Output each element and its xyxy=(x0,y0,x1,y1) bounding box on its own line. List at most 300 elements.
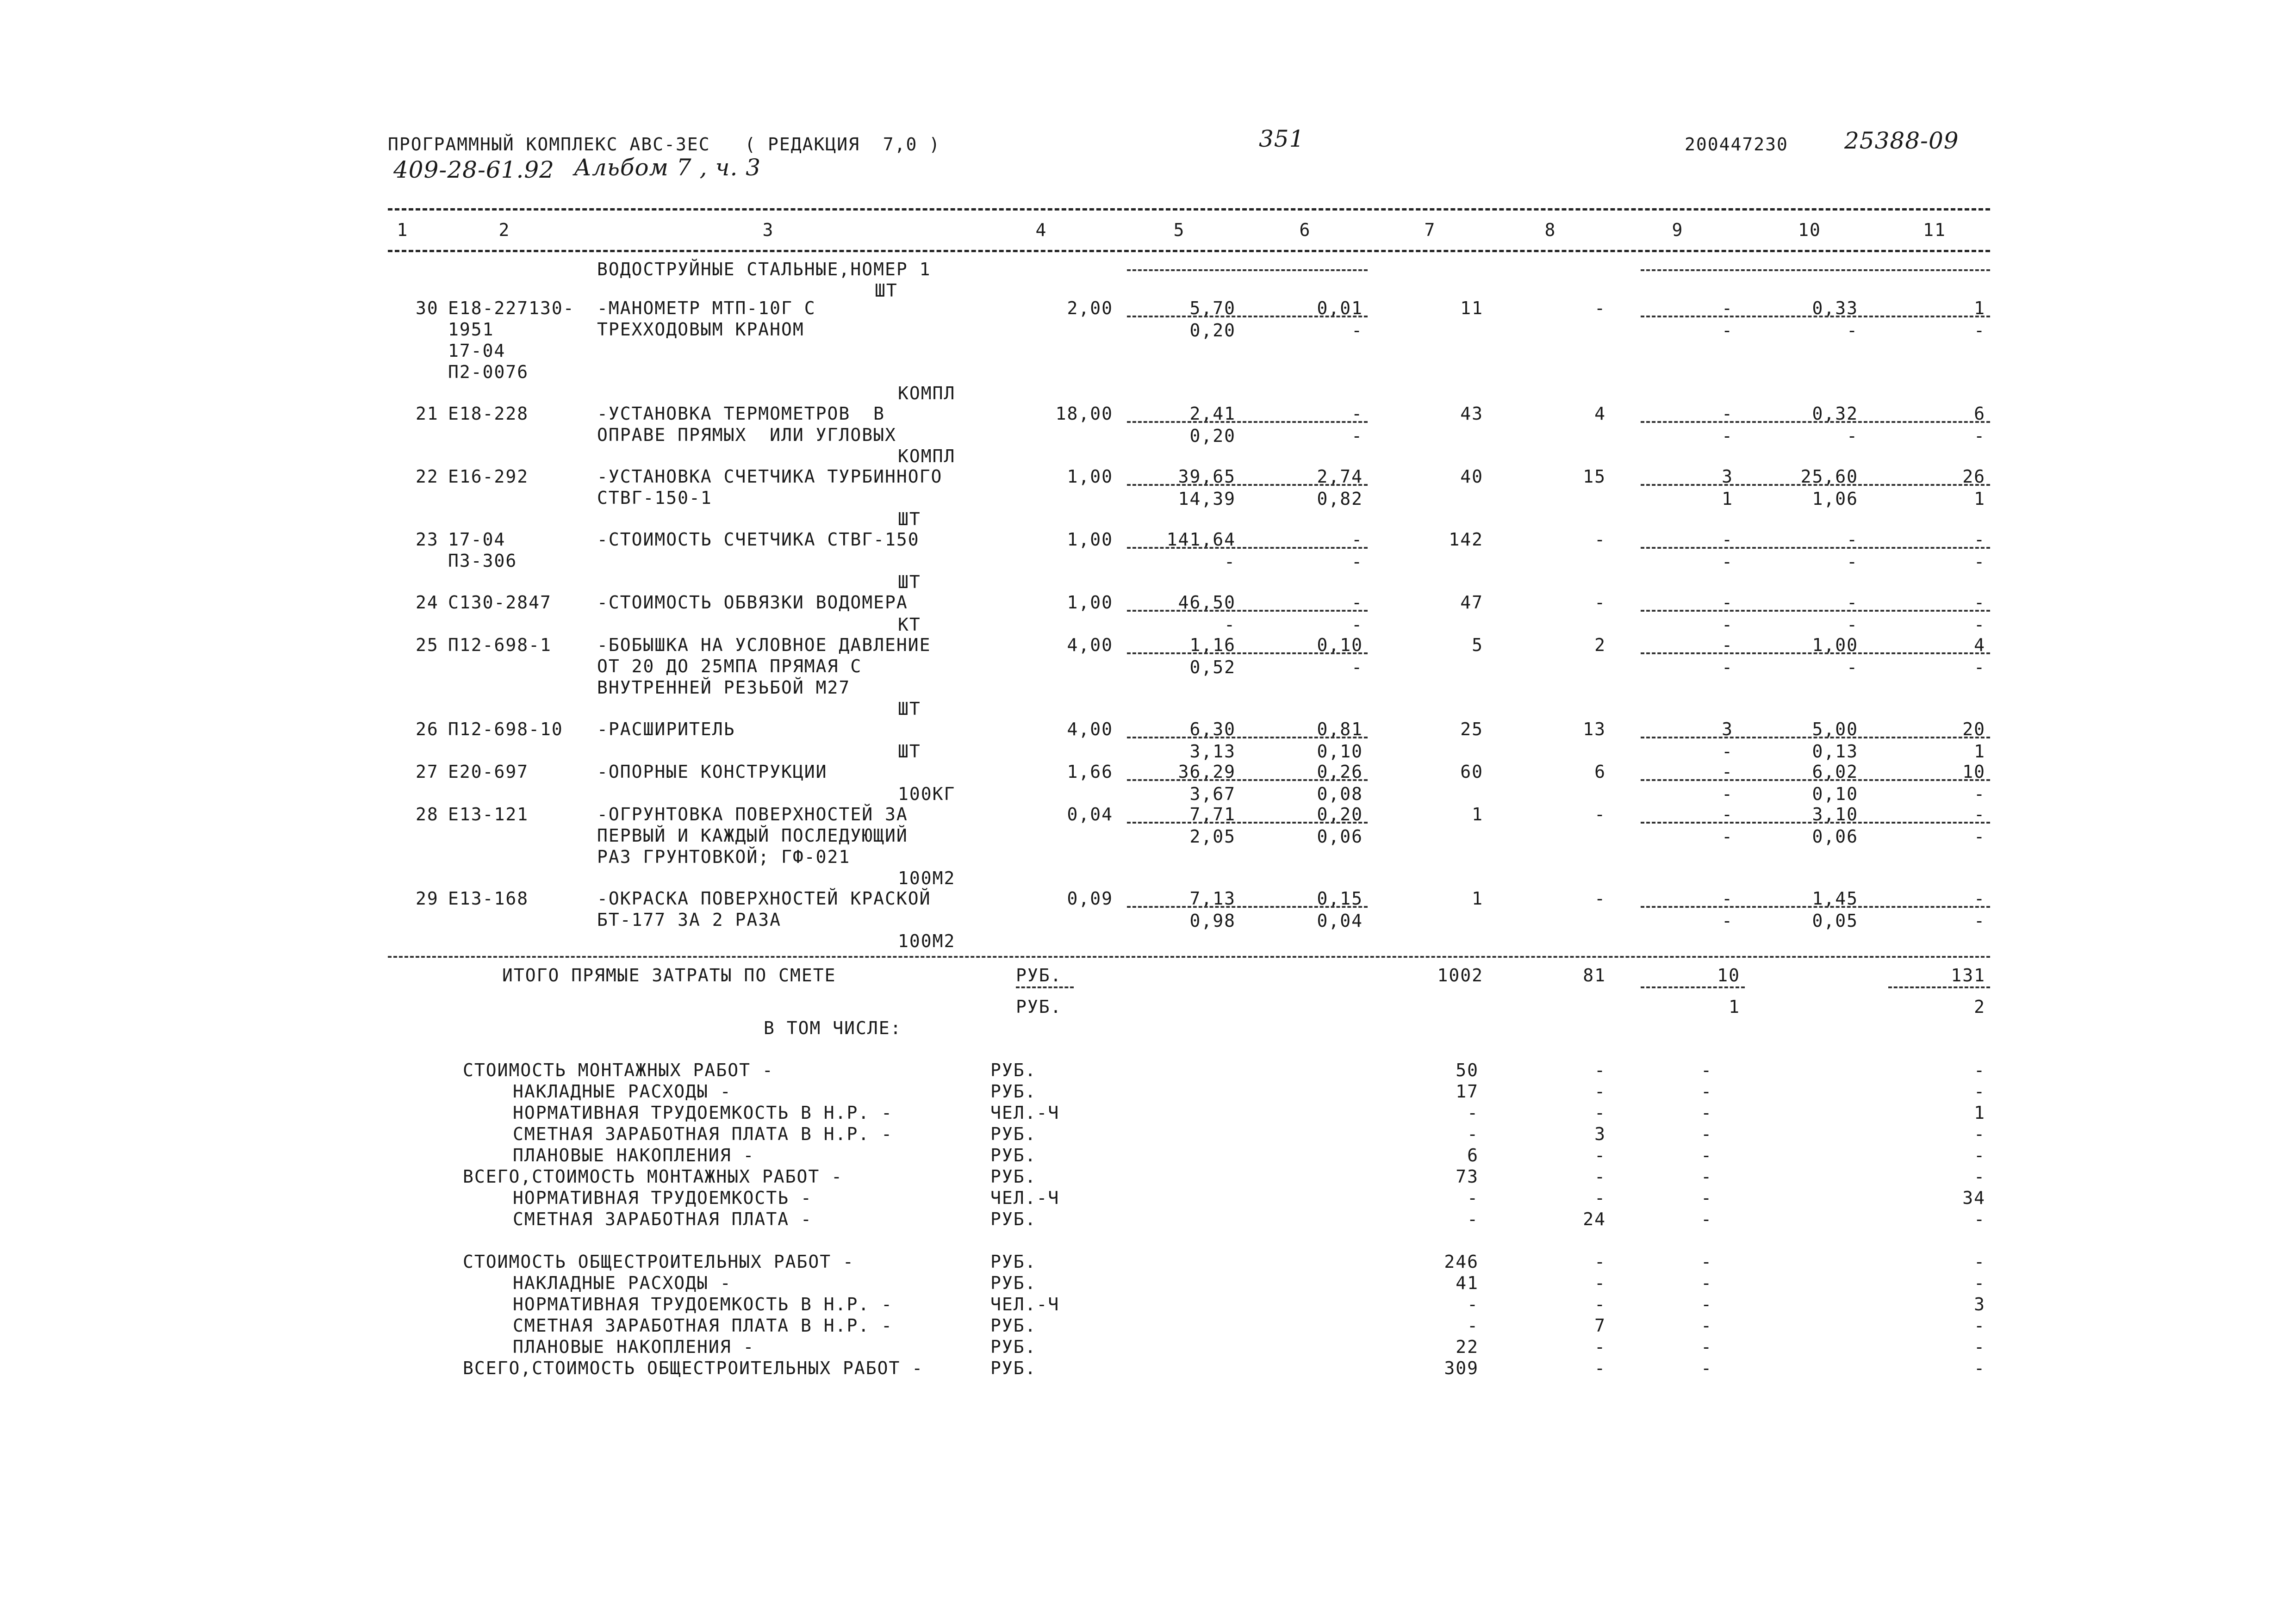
row-labor: - xyxy=(1847,529,1858,550)
column-header: 5 xyxy=(1173,220,1185,240)
subtotal-divider xyxy=(1641,652,1990,654)
row-total-cost: 5 xyxy=(1472,635,1483,655)
row-description: ТРЕХХОДОВЫМ КРАНОМ xyxy=(597,319,804,340)
summary-wages: - xyxy=(1594,1337,1606,1357)
row-code: П12-698-1 xyxy=(448,635,552,655)
subtotal-divider xyxy=(1641,610,1990,612)
summary-cost: - xyxy=(1467,1188,1479,1208)
summary-machine: - xyxy=(1701,1188,1712,1208)
summary-label: ВСЕГО,СТОИМОСТЬ ОБЩЕСТРОИТЕЛЬНЫХ РАБОТ - xyxy=(463,1358,924,1378)
column-header: 9 xyxy=(1672,220,1684,240)
summary-machine: - xyxy=(1701,1145,1712,1166)
row-number: 26 xyxy=(416,719,439,739)
row-wages: - xyxy=(1594,298,1606,318)
row-total-cost: 43 xyxy=(1460,403,1483,424)
row-code: Е18-227130- xyxy=(448,298,575,318)
continuation-text: ВОДОСТРУЙНЫЕ СТАЛЬНЫЕ,НОМЕР 1 xyxy=(597,259,931,279)
row-labor-total: 20 xyxy=(1962,719,1985,739)
row-machine: 3 xyxy=(1722,719,1733,739)
row-wages: 6 xyxy=(1594,762,1606,782)
row-labor-sub: - xyxy=(1847,614,1858,635)
row-description: -УСТАНОВКА ТЕРМОМЕТРОВ В xyxy=(597,403,885,424)
row-machine: - xyxy=(1722,888,1733,909)
row-code: Е13-168 xyxy=(448,888,529,909)
row-unit: КТ xyxy=(898,614,921,635)
summary-wages: - xyxy=(1594,1358,1606,1378)
summary-labor: - xyxy=(1974,1315,1985,1336)
row-wages: 13 xyxy=(1583,719,1606,739)
column-header: 3 xyxy=(762,220,774,240)
row-total-cost: 11 xyxy=(1460,298,1483,318)
row-quantity: 1,00 xyxy=(1067,592,1113,613)
summary-unit: РУБ. xyxy=(990,1337,1037,1357)
row-quantity: 4,00 xyxy=(1067,719,1113,739)
summary-wages: 24 xyxy=(1583,1209,1606,1229)
row-labor-sub: 0,13 xyxy=(1812,741,1858,762)
row-description: БТ-177 ЗА 2 РАЗА xyxy=(597,910,782,930)
row-wages: - xyxy=(1594,592,1606,613)
row-unit-machine: 0,01 xyxy=(1317,298,1363,318)
row-description: -МАНОМЕТР МТП-10Г С xyxy=(597,298,816,318)
program-title: ПРОГРАММНЫЙ КОМПЛЕКС АВС-3ЕС ( РЕДАКЦИЯ 7,0 ) xyxy=(388,134,941,155)
subtotal-divider xyxy=(1641,737,1990,738)
row-wages: - xyxy=(1594,804,1606,825)
document-number: 25388-09 xyxy=(1844,127,1959,154)
summary-cost: - xyxy=(1467,1124,1479,1144)
summary-label: СМЕТНАЯ ЗАРАБОТНАЯ ПЛАТА В Н.Р. - xyxy=(513,1315,893,1336)
summary-unit: ЧЕЛ.-Ч xyxy=(990,1188,1060,1208)
row-unit-machine: 0,81 xyxy=(1317,719,1363,739)
summary-unit: РУБ. xyxy=(990,1358,1037,1378)
row-machine-sub: - xyxy=(1722,741,1733,762)
summary-labor: - xyxy=(1974,1060,1985,1080)
row-unit-machine-sub: - xyxy=(1351,657,1363,677)
row-labor-total: - xyxy=(1974,888,1985,909)
row-unit-machine-sub: 0,04 xyxy=(1317,911,1363,931)
row-quantity: 2,00 xyxy=(1067,298,1113,318)
row-machine-sub: - xyxy=(1722,426,1733,446)
row-total-cost: 47 xyxy=(1460,592,1483,613)
subtotal-divider xyxy=(1127,484,1368,486)
row-unit-machine-sub: 0,82 xyxy=(1317,489,1363,509)
row-labor-sub: 0,05 xyxy=(1812,911,1858,931)
summary-machine: - xyxy=(1701,1273,1712,1293)
summary-cost: - xyxy=(1467,1103,1479,1123)
row-labor: 0,32 xyxy=(1812,403,1858,424)
row-wages: 2 xyxy=(1594,635,1606,655)
summary-cost: 22 xyxy=(1456,1337,1479,1357)
row-code: П2-0076 xyxy=(448,362,529,382)
row-labor: 5,00 xyxy=(1812,719,1858,739)
subtotal-divider xyxy=(1127,610,1368,612)
summary-labor: 34 xyxy=(1962,1188,1985,1208)
summary-labor: - xyxy=(1974,1081,1985,1102)
row-wages: - xyxy=(1594,888,1606,909)
row-number: 29 xyxy=(416,888,439,909)
subtotal-divider xyxy=(1641,822,1990,824)
row-unit: 100КГ xyxy=(898,784,956,804)
row-unit-cost-sub: 14,39 xyxy=(1178,489,1236,509)
row-wages: 4 xyxy=(1594,403,1606,424)
row-number: 23 xyxy=(416,529,439,550)
row-number: 22 xyxy=(416,466,439,487)
summary-cost: 41 xyxy=(1456,1273,1479,1293)
row-description: ВНУТРЕННЕЙ РЕЗЬБОЙ М27 xyxy=(597,677,851,698)
summary-labor: - xyxy=(1974,1124,1985,1144)
column-header: 6 xyxy=(1299,220,1311,240)
row-number: 25 xyxy=(416,635,439,655)
row-quantity: 1,00 xyxy=(1067,466,1113,487)
summary-wages: 3 xyxy=(1594,1124,1606,1144)
summary-label: НАКЛАДНЫЕ РАСХОДЫ - xyxy=(513,1273,732,1293)
row-machine: - xyxy=(1722,804,1733,825)
row-unit-cost: 141,64 xyxy=(1166,529,1236,550)
continuation-unit: ШТ xyxy=(875,280,898,301)
total-machine: 10 xyxy=(1717,965,1740,986)
row-labor: 6,02 xyxy=(1812,762,1858,782)
summary-wages: - xyxy=(1594,1060,1606,1080)
summary-cost: - xyxy=(1467,1294,1479,1314)
summary-unit: РУБ. xyxy=(990,1060,1037,1080)
summary-machine: - xyxy=(1701,1209,1712,1229)
summary-cost: 246 xyxy=(1444,1252,1479,1272)
summary-label: ПЛАНОВЫЕ НАКОПЛЕНИЯ - xyxy=(513,1145,755,1166)
row-unit-cost: 7,71 xyxy=(1189,804,1236,825)
total-labor: 131 xyxy=(1951,965,1985,986)
summary-labor: - xyxy=(1974,1209,1985,1229)
row-labor-total-sub: 1 xyxy=(1974,489,1985,509)
summary-unit: РУБ. xyxy=(990,1315,1037,1336)
row-number: 21 xyxy=(416,403,439,424)
total-label: ИТОГО ПРЯМЫЕ ЗАТРАТЫ ПО СМЕТЕ xyxy=(502,965,836,986)
row-unit-cost-sub: 0,98 xyxy=(1189,911,1236,931)
summary-unit: РУБ. xyxy=(990,1209,1037,1229)
summary-labor: - xyxy=(1974,1273,1985,1293)
summary-wages: - xyxy=(1594,1294,1606,1314)
row-unit-cost: 2,41 xyxy=(1189,403,1236,424)
row-code: П12-698-10 xyxy=(448,719,563,739)
row-wages: 15 xyxy=(1583,466,1606,487)
summary-label: ПЛАНОВЫЕ НАКОПЛЕНИЯ - xyxy=(513,1337,755,1357)
subtotal-divider xyxy=(1641,269,1990,271)
summary-wages: - xyxy=(1594,1188,1606,1208)
summary-wages: - xyxy=(1594,1273,1606,1293)
row-unit-cost-sub: 3,67 xyxy=(1189,784,1236,804)
row-unit: ШТ xyxy=(898,741,921,762)
row-machine-sub: - xyxy=(1722,320,1733,341)
subtotal-divider xyxy=(1127,316,1368,317)
subtotal-divider xyxy=(1127,906,1368,908)
summary-labor: - xyxy=(1974,1145,1985,1166)
row-unit-cost: 1,16 xyxy=(1189,635,1236,655)
album-label: Альбом 7 , ч. 3 xyxy=(574,154,761,181)
subtotal-divider xyxy=(1641,779,1990,781)
row-quantity: 0,04 xyxy=(1067,804,1113,825)
row-labor-total: 6 xyxy=(1974,403,1985,424)
summary-machine: - xyxy=(1701,1081,1712,1102)
row-machine: - xyxy=(1722,529,1733,550)
row-number: 28 xyxy=(416,804,439,825)
row-unit-machine-sub: 0,08 xyxy=(1317,784,1363,804)
summary-label: СМЕТНАЯ ЗАРАБОТНАЯ ПЛАТА В Н.Р. - xyxy=(513,1124,893,1144)
summary-unit: ЧЕЛ.-Ч xyxy=(990,1103,1060,1123)
summary-unit: РУБ. xyxy=(990,1252,1037,1272)
row-unit-cost-sub: 3,13 xyxy=(1189,741,1236,762)
summary-machine: - xyxy=(1701,1252,1712,1272)
column-header: 2 xyxy=(498,220,510,240)
row-labor-total-sub: - xyxy=(1974,657,1985,677)
summary-label: НАКЛАДНЫЕ РАСХОДЫ - xyxy=(513,1081,732,1102)
row-unit-machine: - xyxy=(1351,403,1363,424)
row-machine-sub: - xyxy=(1722,784,1733,804)
including-label: В ТОМ ЧИСЛЕ: xyxy=(764,1018,902,1038)
summary-labor: 1 xyxy=(1974,1103,1985,1123)
row-description: -ОГРУНТОВКА ПОВЕРХНОСТЕЙ ЗА xyxy=(597,804,908,825)
row-quantity: 18,00 xyxy=(1055,403,1113,424)
row-unit: ШТ xyxy=(898,509,921,529)
row-unit: КОМПЛ xyxy=(898,383,956,403)
row-unit-machine-sub: 0,10 xyxy=(1317,741,1363,762)
row-machine: 3 xyxy=(1722,466,1733,487)
row-unit-machine: 0,15 xyxy=(1317,888,1363,909)
row-code: 17-04 xyxy=(448,341,506,361)
row-labor-sub: 0,10 xyxy=(1812,784,1858,804)
row-labor-total-sub: - xyxy=(1974,614,1985,635)
total-machine-sub: 1 xyxy=(1729,997,1740,1017)
subtotal-divider xyxy=(1641,986,1745,988)
summary-cost: 50 xyxy=(1456,1060,1479,1080)
row-machine-sub: - xyxy=(1722,657,1733,677)
row-unit-machine: - xyxy=(1351,592,1363,613)
summary-label: ВСЕГО,СТОИМОСТЬ МОНТАЖНЫХ РАБОТ - xyxy=(463,1166,843,1187)
table-top-rule xyxy=(388,208,1990,211)
row-number: 27 xyxy=(416,762,439,782)
row-labor: 1,45 xyxy=(1812,888,1858,909)
row-unit-machine-sub: 0,06 xyxy=(1317,826,1363,847)
summary-unit: РУБ. xyxy=(990,1124,1037,1144)
row-unit-cost-sub: - xyxy=(1224,552,1236,572)
subtotal-divider xyxy=(1127,737,1368,738)
row-unit-machine: - xyxy=(1351,529,1363,550)
summary-cost: 309 xyxy=(1444,1358,1479,1378)
row-description: -ОКРАСКА ПОВЕРХНОСТЕЙ КРАСКОЙ xyxy=(597,888,931,909)
column-header: 1 xyxy=(397,220,409,240)
row-code: Е13-121 xyxy=(448,804,529,825)
row-code: С130-2847 xyxy=(448,592,552,613)
summary-cost: 73 xyxy=(1456,1166,1479,1187)
summary-cost: - xyxy=(1467,1315,1479,1336)
row-unit-machine-sub: - xyxy=(1351,614,1363,635)
row-labor-total-sub: - xyxy=(1974,320,1985,341)
row-unit-cost: 5,70 xyxy=(1189,298,1236,318)
row-description: -БОБЫШКА НА УСЛОВНОЕ ДАВЛЕНИЕ xyxy=(597,635,931,655)
row-unit-cost-sub: 0,20 xyxy=(1189,426,1236,446)
subtotal-divider xyxy=(1127,269,1368,271)
row-total-cost: 142 xyxy=(1449,529,1483,550)
summary-label: СТОИМОСТЬ МОНТАЖНЫХ РАБОТ - xyxy=(463,1060,774,1080)
row-machine: - xyxy=(1722,592,1733,613)
summary-label: НОРМАТИВНАЯ ТРУДОЕМКОСТЬ В Н.Р. - xyxy=(513,1294,893,1314)
summary-unit: РУБ. xyxy=(990,1145,1037,1166)
summary-machine: - xyxy=(1701,1103,1712,1123)
summary-cost: 17 xyxy=(1456,1081,1479,1102)
summary-machine: - xyxy=(1701,1337,1712,1357)
summary-wages: - xyxy=(1594,1081,1606,1102)
column-header: 8 xyxy=(1544,220,1556,240)
subtotal-divider xyxy=(1127,822,1368,824)
row-unit-cost-sub: 2,05 xyxy=(1189,826,1236,847)
row-unit-machine-sub: - xyxy=(1351,426,1363,446)
row-labor-total: 26 xyxy=(1962,466,1985,487)
row-total-cost: 40 xyxy=(1460,466,1483,487)
row-unit: КОМПЛ xyxy=(898,446,956,466)
row-wages: - xyxy=(1594,529,1606,550)
row-unit: 100М2 xyxy=(898,868,956,888)
row-unit-machine: 2,74 xyxy=(1317,466,1363,487)
row-unit: ШТ xyxy=(898,699,921,719)
document-code: 200447230 xyxy=(1685,134,1788,155)
summary-label: НОРМАТИВНАЯ ТРУДОЕМКОСТЬ - xyxy=(513,1188,812,1208)
row-labor-total: - xyxy=(1974,529,1985,550)
row-unit-cost: 6,30 xyxy=(1189,719,1236,739)
subtotal-divider xyxy=(1127,547,1368,549)
row-unit-cost: 46,50 xyxy=(1178,592,1236,613)
subtotal-divider xyxy=(1641,484,1990,486)
row-labor-total-sub: - xyxy=(1974,784,1985,804)
row-labor-total: 10 xyxy=(1962,762,1985,782)
row-labor-sub: - xyxy=(1847,657,1858,677)
summary-wages: - xyxy=(1594,1166,1606,1187)
summary-labor: - xyxy=(1974,1166,1985,1187)
column-header: 10 xyxy=(1798,220,1821,240)
summary-unit: РУБ. xyxy=(990,1081,1037,1102)
total-unit: РУБ. xyxy=(1016,997,1062,1017)
subtotal-divider xyxy=(1127,421,1368,423)
row-labor-total-sub: - xyxy=(1974,426,1985,446)
row-labor-sub: - xyxy=(1847,426,1858,446)
total-wages: 81 xyxy=(1583,965,1606,986)
row-quantity: 4,00 xyxy=(1067,635,1113,655)
row-machine: - xyxy=(1722,762,1733,782)
row-unit-cost: 7,13 xyxy=(1189,888,1236,909)
row-quantity: 1,66 xyxy=(1067,762,1113,782)
row-code: 17-04 xyxy=(448,529,506,550)
row-description: ОПРАВЕ ПРЯМЫХ ИЛИ УГЛОВЫХ xyxy=(597,425,896,445)
subtotal-divider xyxy=(1127,779,1368,781)
row-labor: 0,33 xyxy=(1812,298,1858,318)
album-code: 409-28-61.92 xyxy=(393,156,554,183)
summary-label: НОРМАТИВНАЯ ТРУДОЕМКОСТЬ В Н.Р. - xyxy=(513,1103,893,1123)
subtotal-divider xyxy=(1641,316,1990,317)
row-code: 1951 xyxy=(448,319,494,340)
summary-machine: - xyxy=(1701,1358,1712,1378)
row-labor-total: - xyxy=(1974,804,1985,825)
row-labor-total-sub: - xyxy=(1974,911,1985,931)
subtotal-divider xyxy=(1127,652,1368,654)
row-description: -РАСШИРИТЕЛЬ xyxy=(597,719,735,739)
row-code: Е18-228 xyxy=(448,403,529,424)
total-unit: РУБ. xyxy=(1016,965,1062,986)
row-unit-cost-sub: 0,52 xyxy=(1189,657,1236,677)
row-description: -СТОИМОСТЬ ОБВЯЗКИ ВОДОМЕРА xyxy=(597,592,908,613)
summary-machine: - xyxy=(1701,1060,1712,1080)
summary-machine: - xyxy=(1701,1166,1712,1187)
summary-labor: - xyxy=(1974,1252,1985,1272)
summary-label: СМЕТНАЯ ЗАРАБОТНАЯ ПЛАТА - xyxy=(513,1209,812,1229)
row-machine-sub: - xyxy=(1722,552,1733,572)
row-machine-sub: - xyxy=(1722,911,1733,931)
subtotal-divider xyxy=(1641,421,1990,423)
row-unit-machine: 0,26 xyxy=(1317,762,1363,782)
summary-machine: - xyxy=(1701,1315,1712,1336)
row-number: 24 xyxy=(416,592,439,613)
row-description: РАЗ ГРУНТОВКОЙ; ГФ-021 xyxy=(597,847,851,867)
row-unit-machine: 0,20 xyxy=(1317,804,1363,825)
row-total-cost: 1 xyxy=(1472,804,1483,825)
row-machine: - xyxy=(1722,298,1733,318)
row-machine-sub: 1 xyxy=(1722,489,1733,509)
subtotal-divider xyxy=(1641,547,1990,549)
row-description: -СТОИМОСТЬ СЧЕТЧИКА СТВГ-150 xyxy=(597,529,920,550)
subtotal-divider xyxy=(1016,986,1074,988)
row-labor: 1,00 xyxy=(1812,635,1858,655)
row-machine-sub: - xyxy=(1722,614,1733,635)
row-labor: - xyxy=(1847,592,1858,613)
summary-cost: - xyxy=(1467,1209,1479,1229)
row-unit-machine-sub: - xyxy=(1351,320,1363,341)
row-labor-sub: 1,06 xyxy=(1812,489,1858,509)
row-total-cost: 60 xyxy=(1460,762,1483,782)
summary-wages: - xyxy=(1594,1252,1606,1272)
row-description: -УСТАНОВКА СЧЕТЧИКА ТУРБИННОГО xyxy=(597,466,943,487)
row-labor-total: 4 xyxy=(1974,635,1985,655)
row-labor-sub: - xyxy=(1847,552,1858,572)
row-unit: ШТ xyxy=(898,572,921,592)
row-quantity: 0,09 xyxy=(1067,888,1113,909)
summary-label: СТОИМОСТЬ ОБЩЕСТРОИТЕЛЬНЫХ РАБОТ - xyxy=(463,1252,854,1272)
row-labor-total: - xyxy=(1974,592,1985,613)
row-labor-total: 1 xyxy=(1974,298,1985,318)
row-labor-total-sub: - xyxy=(1974,552,1985,572)
summary-labor: 3 xyxy=(1974,1294,1985,1314)
row-labor: 3,10 xyxy=(1812,804,1858,825)
summary-labor: - xyxy=(1974,1337,1985,1357)
row-code: П3-306 xyxy=(448,551,517,571)
row-code: Е16-292 xyxy=(448,466,529,487)
summary-machine: - xyxy=(1701,1294,1712,1314)
row-unit-machine: 0,10 xyxy=(1317,635,1363,655)
column-header: 11 xyxy=(1923,220,1946,240)
row-description: ПЕРВЫЙ И КАЖДЫЙ ПОСЛЕДУЮЩИЙ xyxy=(597,825,908,846)
total-rule xyxy=(388,956,1990,958)
row-unit-cost: 39,65 xyxy=(1178,466,1236,487)
row-unit-cost: 36,29 xyxy=(1178,762,1236,782)
row-unit-machine-sub: - xyxy=(1351,552,1363,572)
summary-labor: - xyxy=(1974,1358,1985,1378)
row-machine: - xyxy=(1722,635,1733,655)
row-machine: - xyxy=(1722,403,1733,424)
row-number: 30 xyxy=(416,298,439,318)
total-cost: 1002 xyxy=(1437,965,1483,986)
row-machine-sub: - xyxy=(1722,826,1733,847)
summary-cost: 6 xyxy=(1467,1145,1479,1166)
row-labor-total-sub: 1 xyxy=(1974,741,1985,762)
row-labor-sub: 0,06 xyxy=(1812,826,1858,847)
row-unit-cost-sub: 0,20 xyxy=(1189,320,1236,341)
row-total-cost: 25 xyxy=(1460,719,1483,739)
row-description: СТВГ-150-1 xyxy=(597,488,712,508)
row-unit: 100М2 xyxy=(898,931,956,951)
